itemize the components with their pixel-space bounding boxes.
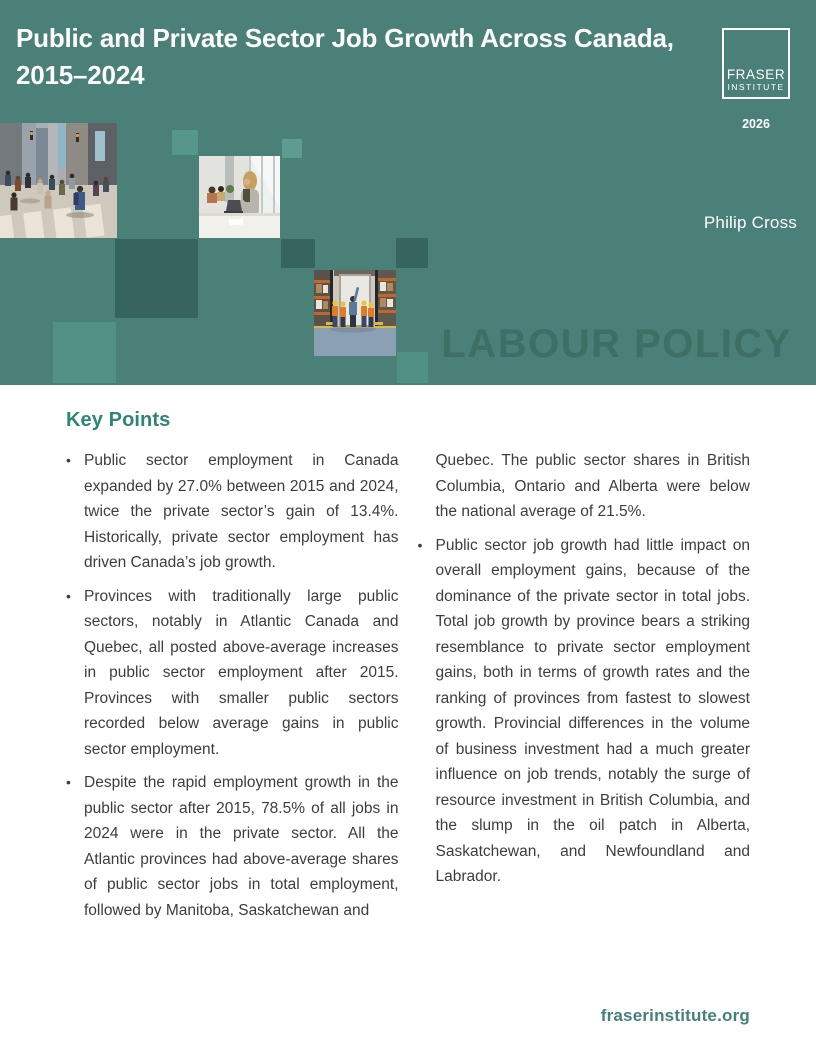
bullet-dot: •	[66, 587, 71, 604]
key-points-heading: Key Points	[66, 409, 171, 431]
decor-square	[397, 352, 428, 383]
street-crowd-photo	[0, 123, 117, 238]
decor-square	[115, 239, 198, 318]
key-points-columns	[66, 448, 750, 931]
website-url: fraserinstitute.org	[600, 1006, 750, 1025]
bullet-text: Provinces with traditionally large public sectors, notably in Atlantic Canada and Quebec, all posted above-average increases in public sector employment after 2015. Provinces with smaller public sectors recorded below average gains in public sector employment.	[84, 587, 399, 758]
list-item	[418, 533, 751, 890]
bullet-text: Public sector job growth had little impact on overall employment gains, because of the dominance of the private sector in total jobs. Total job growth by province bears a striking resemblance to private sector employment gains, both in terms of growth rates and the ranking of provinces from fastest to slowest growth. Provincial differences in the volume of business investment had a much greater influence on job trends, notably the surge of resource investment in British Columbia, and the slump in the oil patch in Alberta, Saskatchewan, and Newfoundland and Labrador.	[435, 536, 750, 885]
office-laptop-photo	[199, 156, 280, 238]
decor-square	[53, 322, 116, 383]
bullet-text: Despite the rapid employment growth in the public sector after 2015, 78.5% of all jobs in 2024 were in the private sector. All the Atlantic provinces had above-average shares of public sector jobs in total employment, followed by Manitoba, Saskatchewan and	[84, 774, 399, 919]
decor-square	[282, 139, 302, 158]
warehouse-workers-photo	[314, 270, 396, 356]
series-watermark: LABOUR POLICY	[441, 322, 792, 366]
fraser-institute-logo	[722, 28, 790, 99]
bullet-dot: •	[66, 452, 71, 468]
list-item	[66, 584, 399, 763]
author-name: Philip Cross	[703, 213, 797, 232]
list-item	[66, 770, 399, 923]
cover-banner	[0, 0, 816, 385]
decor-square	[396, 238, 428, 268]
decor-square	[281, 239, 315, 268]
list-item	[66, 448, 399, 576]
bullet-text: Public sector employment in Canada expanded by 27.0% between 2015 and 2024, twice the private sector’s gain of 13.4%. Historically, private sector employment has driven Canada’s job growth.	[84, 452, 399, 571]
logo-text-fraser: FRASER	[726, 67, 786, 82]
bullet-dot: •	[66, 774, 71, 790]
bullet-dot: •	[417, 536, 423, 553]
bullet-continuation-text: Quebec. The public sector shares in British Columbia, Ontario and Alberta were below the national average of 21.5%.	[435, 452, 750, 520]
decor-square	[172, 130, 198, 155]
key-points-left-column	[66, 448, 399, 931]
report-title: Public and Private Sector Job Growth Across Canada, 2015–2024	[16, 23, 674, 90]
logo-text-institute: INSTITUTE	[727, 82, 785, 92]
key-points-right-column	[418, 448, 751, 931]
publication-year: 2026	[742, 117, 770, 131]
